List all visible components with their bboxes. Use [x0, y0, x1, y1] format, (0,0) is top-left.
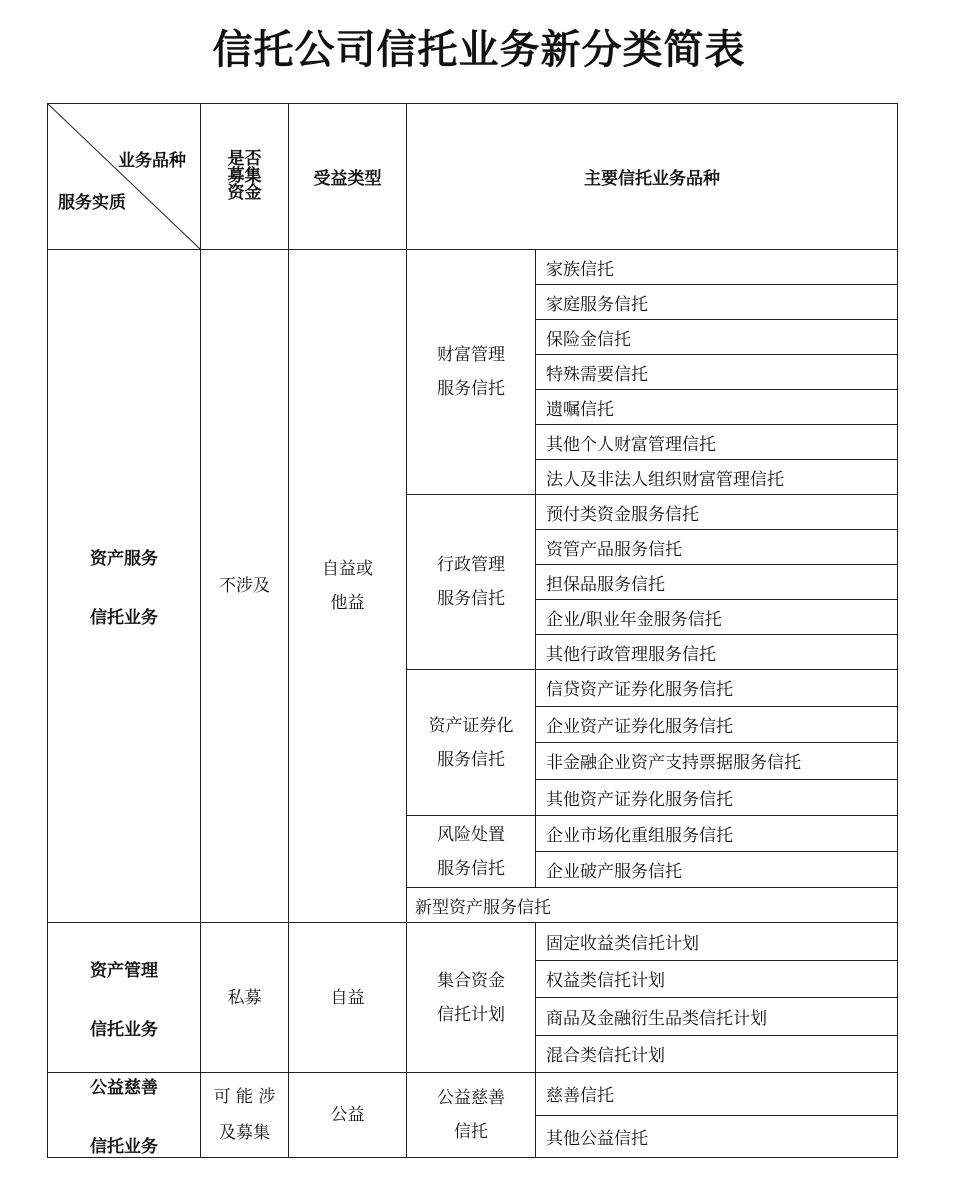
raise-funds-cell	[201, 1073, 289, 1158]
cell-text-line: 信托	[454, 1122, 488, 1142]
cell-text-line: 不涉及	[219, 576, 270, 596]
cell-text-line: 信托业务	[90, 1019, 158, 1040]
variety-item: 企业破产服务信托	[536, 852, 898, 888]
header-benefit-type: 受益类型	[289, 104, 407, 250]
page-title: 信托公司信托业务新分类简表	[212, 26, 746, 73]
variety-item: 企业/职业年金服务信托	[536, 600, 898, 635]
variety-item: 家庭服务信托	[536, 285, 898, 320]
cell-text-line: 服务信托	[437, 858, 505, 879]
cell-text-line: 信托业务	[90, 1137, 158, 1157]
table-row	[48, 923, 898, 961]
variety-item: 企业资产证券化服务信托	[536, 706, 898, 743]
variety-item: 慈善信托	[536, 1073, 898, 1116]
header-business-type: 业务品种	[118, 151, 186, 171]
cell-text-line: 自益	[330, 987, 365, 1008]
group-cell	[407, 1073, 536, 1158]
cell-text-line: 可 能 涉	[213, 1087, 276, 1107]
variety-item: 权益类信托计划	[536, 960, 898, 998]
cell-text-line: 资产服务	[90, 549, 158, 569]
cell-text-line: 财富管理	[437, 345, 505, 365]
cell-text-line: 行政管理	[437, 555, 505, 575]
cell-text-line: 公益慈善	[437, 1088, 505, 1108]
variety-item: 其他资产证券化服务信托	[536, 779, 898, 816]
cell-text-line: 公益	[330, 1105, 365, 1125]
variety-item: 其他行政管理服务信托	[536, 635, 898, 670]
variety-item: 非金融企业资产支持票据服务信托	[536, 743, 898, 780]
cell-text-line: 信托计划	[437, 1004, 505, 1025]
cell-text-line: 及募集	[219, 1123, 270, 1143]
cell-text-line: 自益或	[322, 559, 373, 579]
cell-text-line: 服务信托	[437, 589, 505, 609]
cell-text-line: 服务信托	[437, 749, 505, 770]
cell-text-line: 公益慈善	[90, 1078, 158, 1098]
variety-item: 信贷资产证券化服务信托	[536, 670, 898, 707]
service-nature-cell	[48, 923, 201, 1073]
variety-item: 固定收益类信托计划	[536, 923, 898, 961]
variety-item: 混合类信托计划	[536, 1035, 898, 1073]
benefit-type-cell	[289, 250, 407, 923]
cell-text-line: 私募	[227, 987, 262, 1008]
variety-item: 预付类资金服务信托	[536, 495, 898, 530]
header-service-nature: 服务实质	[58, 193, 126, 213]
variety-item: 资管产品服务信托	[536, 530, 898, 565]
cell-text-line: 资产证券化	[428, 715, 514, 736]
variety-item: 家族信托	[536, 250, 898, 285]
group-cell	[407, 670, 536, 816]
variety-item: 法人及非法人组织财富管理信托	[536, 460, 898, 495]
group-cell	[407, 923, 536, 1073]
cell-text-line: 风险处置	[437, 824, 505, 845]
header-raise-funds: 是否募集资金	[201, 104, 289, 250]
variety-item: 其他公益信托	[536, 1115, 898, 1158]
variety-item: 特殊需要信托	[536, 355, 898, 390]
trust-classification-table	[47, 103, 898, 1158]
header-row	[48, 104, 898, 250]
variety-item: 担保品服务信托	[536, 565, 898, 600]
group-cell: 新型资产服务信托	[407, 888, 898, 923]
cell-text-line: 服务信托	[437, 379, 505, 399]
diagonal-header-cell	[48, 104, 201, 250]
table-row	[48, 250, 898, 285]
service-nature-cell	[48, 250, 201, 923]
group-cell	[407, 816, 536, 888]
group-cell	[407, 250, 536, 495]
variety-item: 其他个人财富管理信托	[536, 425, 898, 460]
variety-item: 商品及金融衍生品类信托计划	[536, 998, 898, 1036]
variety-item: 保险金信托	[536, 320, 898, 355]
raise-funds-cell	[201, 250, 289, 923]
cell-text-line: 信托业务	[90, 608, 158, 628]
benefit-type-cell	[289, 1073, 407, 1158]
cell-text-line: 他益	[330, 593, 365, 613]
group-cell	[407, 495, 536, 670]
diagonal-line	[48, 104, 200, 249]
cell-text-line: 资产管理	[90, 960, 158, 981]
variety-item: 遗嘱信托	[536, 390, 898, 425]
raise-funds-cell	[201, 923, 289, 1073]
cell-text-line: 集合资金	[437, 970, 505, 991]
table-row	[48, 1073, 898, 1116]
variety-item: 企业市场化重组服务信托	[536, 816, 898, 852]
header-main-varieties: 主要信托业务品种	[407, 104, 898, 250]
benefit-type-cell	[289, 923, 407, 1073]
service-nature-cell	[48, 1073, 201, 1158]
